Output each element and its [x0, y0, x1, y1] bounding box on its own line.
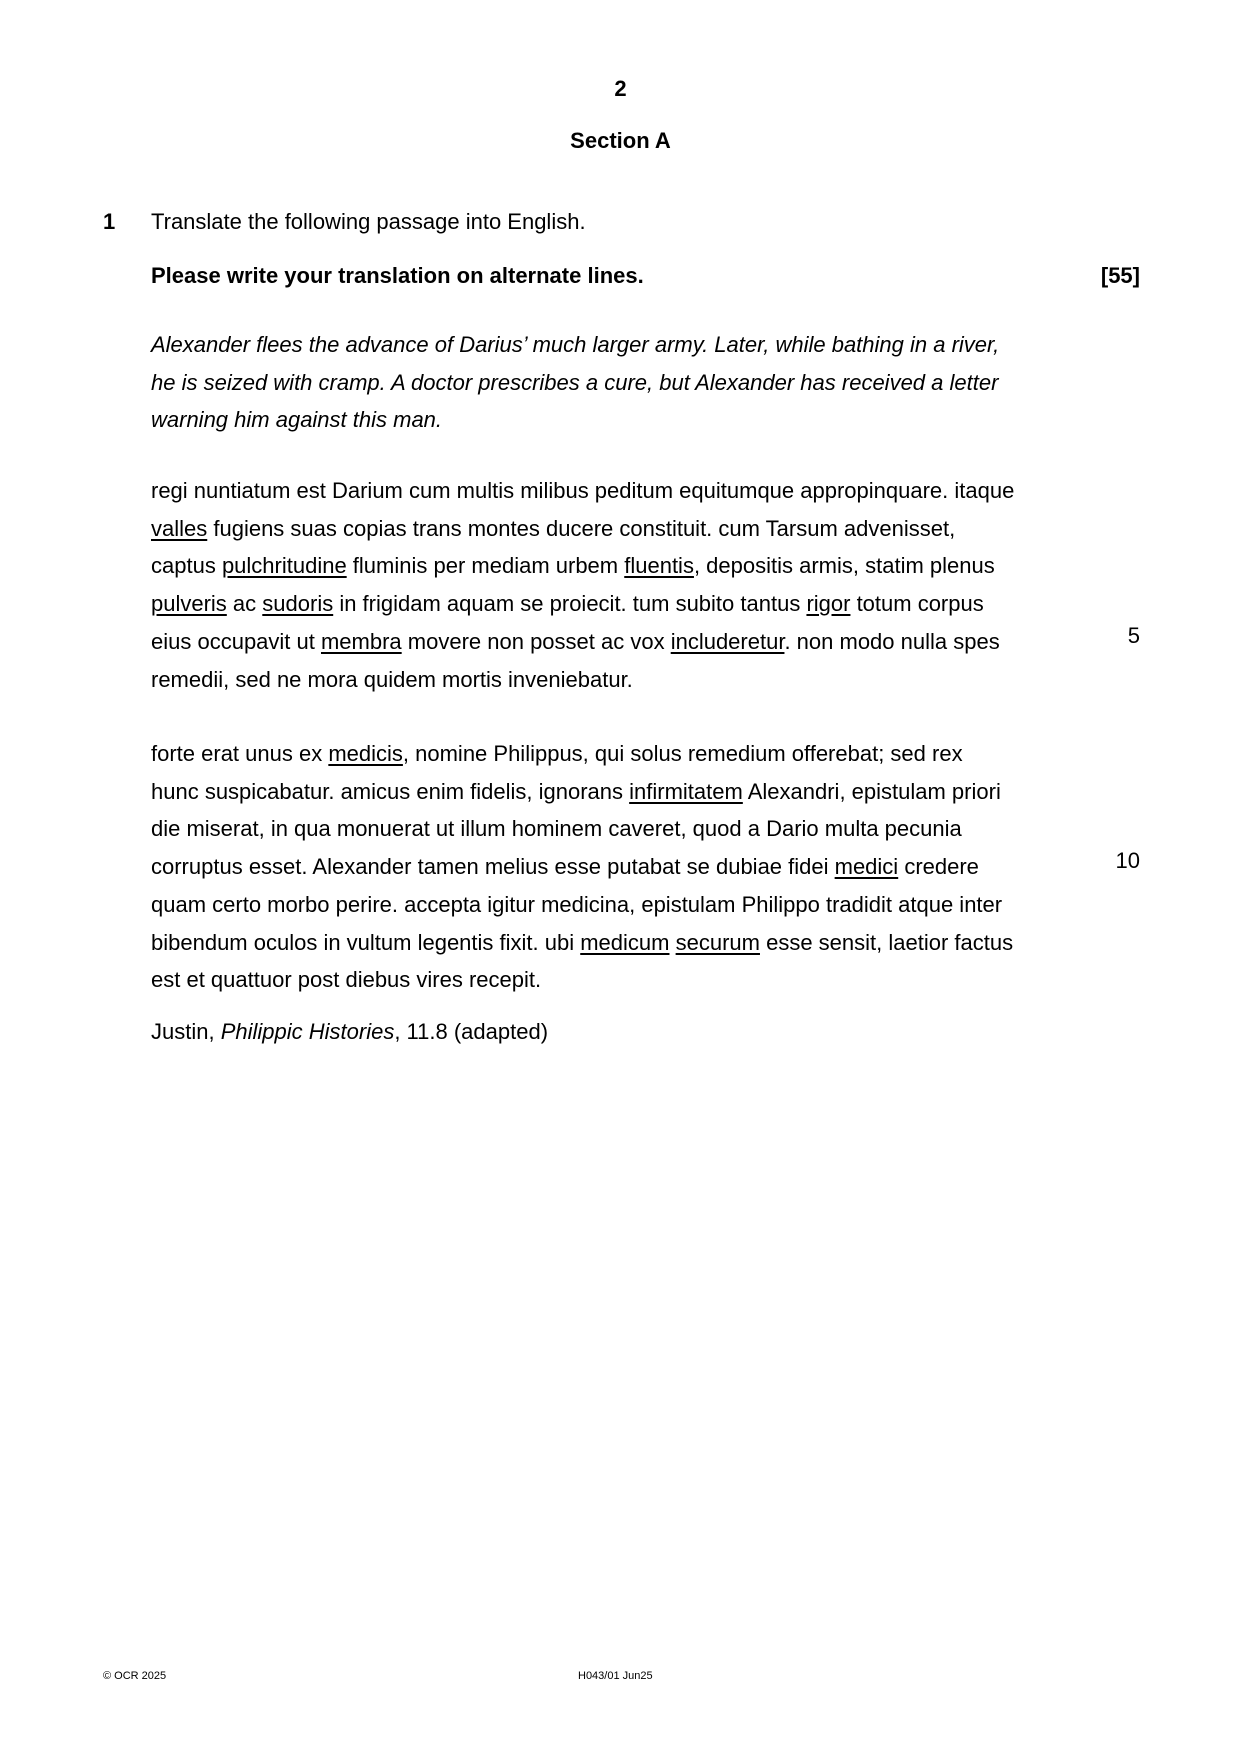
glossed-word: infirmitatem	[629, 778, 743, 804]
glossed-word: fluentis	[624, 553, 694, 579]
passage-text: credere	[898, 854, 979, 880]
passage-text: eius occupavit ut	[151, 628, 321, 654]
passage-text: remedii, sed ne mora quidem mortis inveniebatur.	[151, 666, 633, 692]
footer-copyright: © OCR 2025	[103, 1670, 167, 1682]
latin-passage-paragraph-1	[151, 472, 1051, 698]
passage-text: regi nuntiatum est Darium cum multis milibus peditum equitumque appropinquare. itaque	[151, 478, 1015, 503]
question-instruction: Please write your translation on alternate lines.	[151, 263, 644, 288]
passage-text: in frigidam aquam se proiecit. tum subito tantus	[333, 591, 807, 617]
question-number: 1	[103, 209, 116, 234]
passage-text: esse sensit, laetior factus	[759, 929, 1014, 955]
passage-line	[151, 623, 1051, 661]
passage-text: captus	[151, 553, 222, 579]
page-number: 2	[614, 76, 627, 101]
passage-line	[151, 735, 1051, 773]
passage-line	[151, 510, 1051, 548]
source-work-title: Philippic Histories	[220, 1019, 395, 1044]
latin-passage-paragraph-2	[151, 735, 1051, 999]
glossed-word: medici	[834, 854, 899, 880]
passage-text: fluminis per mediam urbem	[346, 553, 625, 579]
passage-line	[151, 961, 1051, 999]
passage-text: bibendum oculos in vultum legentis fixit. ubi	[151, 929, 581, 955]
passage-text: est et quattuor post diebus vires recepit.	[151, 967, 542, 993]
glossed-word: sudoris	[262, 591, 334, 617]
passage-line	[151, 886, 1051, 924]
passage-text: . non modo nulla spes	[784, 628, 1000, 654]
passage-source	[151, 1019, 548, 1045]
glossed-word: includeretur	[670, 628, 785, 654]
passage-text: corruptus esset. Alexander tamen melius esse putabat se dubiae fidei	[151, 854, 835, 880]
passage-line	[151, 472, 1051, 510]
source-author: Justin,	[151, 1019, 221, 1044]
source-reference: , 11.8 (adapted)	[394, 1019, 549, 1044]
passage-text: , depositis armis, statim plenus	[693, 553, 995, 579]
glossed-word: medicis	[328, 741, 403, 766]
question-marks: [55]	[1100, 263, 1140, 288]
passage-line	[151, 810, 1051, 848]
intro-line: Alexander flees the advance of Darius’ much larger army. Later, while bathing in a river,	[151, 332, 1000, 357]
passage-text: movere non posset ac vox	[401, 628, 671, 654]
passage-line	[151, 661, 1051, 699]
passage-text: forte erat unus ex	[151, 741, 329, 766]
passage-text: totum corpus	[850, 591, 984, 617]
glossed-word: securum	[675, 929, 760, 955]
passage-introduction	[151, 326, 1051, 439]
intro-line: he is seized with cramp. A doctor prescribes a cure, but Alexander has received a letter	[151, 369, 999, 395]
intro-line: warning him against this man.	[151, 407, 443, 433]
line-number-10: 10	[1115, 848, 1140, 873]
passage-text: die miserat, in qua monuerat ut illum hominem caveret, quod a Dario multa pecunia	[151, 816, 962, 842]
passage-text: ac	[226, 591, 263, 617]
passage-line	[151, 547, 1051, 585]
passage-line	[151, 924, 1051, 962]
glossed-word: medicum	[580, 929, 670, 955]
question-prompt: Translate the following passage into English.	[151, 209, 586, 234]
passage-line	[151, 585, 1051, 623]
passage-line	[151, 848, 1051, 886]
line-number-5: 5	[1127, 623, 1140, 648]
glossed-word: rigor	[806, 591, 851, 617]
section-heading: Section A	[570, 128, 671, 153]
glossed-word: valles	[151, 515, 208, 541]
passage-text: hunc suspicabatur. amicus enim fidelis, ignorans	[151, 778, 630, 804]
passage-line	[151, 773, 1051, 811]
passage-text: , nomine Philippus, qui solus remedium offerebat; sed rex	[402, 741, 963, 766]
passage-text: Alexandri, epistulam priori	[742, 778, 1001, 804]
glossed-word: membra	[320, 628, 402, 654]
footer-paper-code: H043/01 Jun25	[578, 1670, 653, 1682]
glossed-word: pulchritudine	[221, 553, 347, 579]
passage-text: fugiens suas copias trans montes ducere constituit. cum Tarsum advenisset,	[207, 515, 956, 541]
glossed-word: pulveris	[151, 591, 227, 617]
passage-text: quam certo morbo perire. accepta igitur medicina, epistulam Philippo tradidit atque inter	[151, 891, 1003, 917]
